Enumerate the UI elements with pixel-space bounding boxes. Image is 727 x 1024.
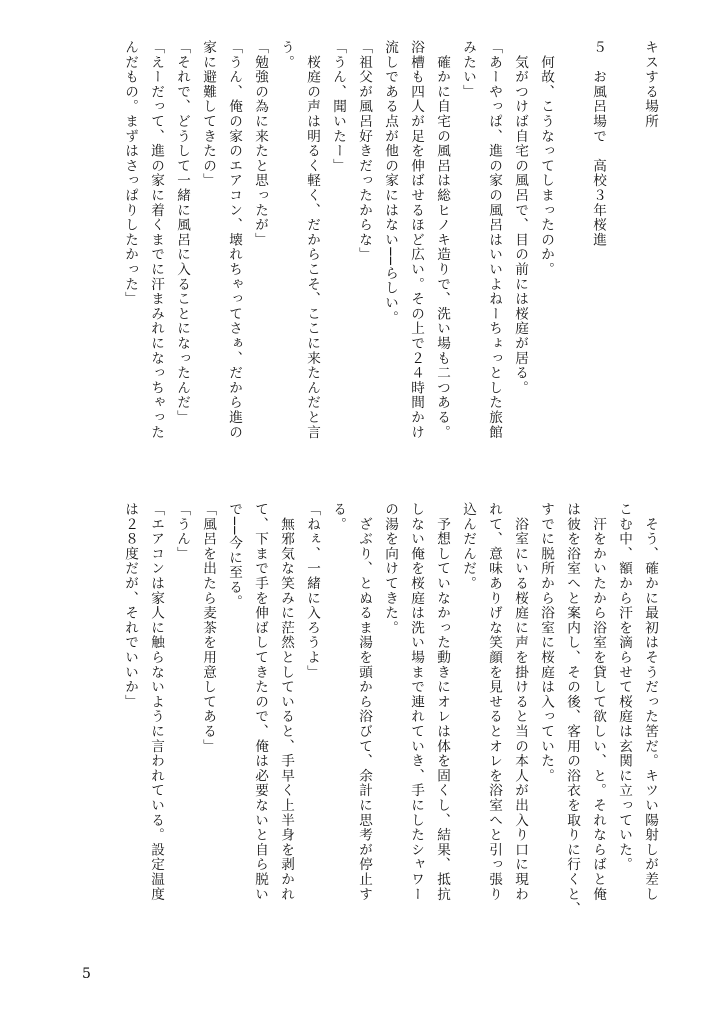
lower-line: れて、意味ありげな笑顔を見せるとオレを浴室へと引っ張り bbox=[486, 502, 502, 902]
lower-line: 込んだんだ。 bbox=[460, 502, 476, 591]
lower-line: 汗をかいたから浴室を貸して欲しい、と。それならばと俺 bbox=[590, 502, 606, 902]
upper-line: 「それで、どうして一緒に風呂に入ることになったんだ」 bbox=[174, 40, 190, 425]
upper-line: キスする場所 bbox=[642, 40, 658, 129]
upper-line bbox=[611, 40, 637, 480]
lower-line: は彼を浴室へと案内し、その後、客用の浴衣を取りに行くと、 bbox=[564, 502, 580, 917]
upper-line: 「勉強の為に来たと思ったが」 bbox=[252, 40, 268, 248]
upper-line: う。 bbox=[278, 40, 294, 70]
page-number: 5 bbox=[82, 966, 91, 982]
lower-line: ざぶり、とぬるま湯を頭から浴びて、余計に思考が停止す bbox=[356, 502, 372, 902]
upper-line: みたい」 bbox=[460, 40, 476, 100]
upper-line: 「えーだって、進の家に着くまでに汗まみれになっちゃった bbox=[148, 40, 164, 440]
lower-line: る。 bbox=[330, 502, 346, 532]
lower-line: すでに脱所から浴室に桜庭は入っていた。 bbox=[538, 502, 554, 784]
upper-line: んだもの。まずはさっぱりしたかった」 bbox=[122, 40, 138, 307]
lower-line: 「風呂を出たら麦茶を用意してある」 bbox=[200, 502, 216, 754]
upper-line: 桜庭の声は明るく軽く、だからこそ、ここに来たんだと言 bbox=[304, 40, 320, 440]
lower-line: そう、確かに最初はそうだった筈だ。キツい陽射しが差し bbox=[642, 502, 658, 902]
lower-text-block bbox=[117, 502, 663, 952]
upper-line: 気がつけば自宅の風呂で、目の前には桜庭が居る。 bbox=[512, 40, 528, 396]
upper-line: 浴槽も四人が足を伸ばせるほど広い。その上で２４時間かけ bbox=[408, 40, 424, 440]
upper-line: 「うん、俺の家のエアコン、壊れちゃってさぁ、だから進の bbox=[226, 40, 242, 440]
lower-line: で──今に至る。 bbox=[226, 502, 242, 610]
lower-line: 「うん」 bbox=[174, 502, 190, 562]
upper-line: ５ お風呂場で 高校３年桜進 bbox=[590, 40, 606, 248]
lower-line: こむ中、額から汗を滴らせて桜庭は玄関に立っていた。 bbox=[616, 502, 632, 872]
lower-line: 「ねぇ、一緒に入ろうよ」 bbox=[304, 502, 320, 680]
lower-line: 無邪気な笑みに茫然としていると、手早く上半身を剥かれ bbox=[278, 502, 294, 902]
upper-line: 「あーやっぱ、進の家の風呂はいいよねーちょっとした旅館 bbox=[486, 40, 502, 440]
upper-text-block bbox=[117, 40, 663, 480]
lower-line: て、下まで手を伸ばしてきたので、俺は必要ないと自ら脱い bbox=[252, 502, 268, 902]
upper-line: 「祖父が風呂好きだったからな」 bbox=[356, 40, 372, 262]
upper-line: 確かに自宅の風呂は総ヒノキ造りで、洗い場も二つある。 bbox=[434, 40, 450, 440]
lower-line: 「エアコンは家人に触らないように言われている。設定温度 bbox=[148, 502, 164, 902]
lower-line: 予想していなかった動きにオレは体を固くし、結果、抵抗 bbox=[434, 502, 450, 902]
upper-line: 家に避難してきたの」 bbox=[200, 40, 216, 188]
upper-line: 何故、こうなってしまったのか。 bbox=[538, 40, 554, 277]
upper-line bbox=[559, 40, 585, 480]
lower-line: は２８度だが、それでいいか」 bbox=[122, 502, 138, 710]
lower-line: しない俺を桜庭は洗い場まで連れていき、手にしたシャワー bbox=[408, 502, 424, 902]
upper-line: 流しである点が他の家にはない──らしい。 bbox=[382, 40, 398, 326]
lower-line: の湯を向けてきた。 bbox=[382, 502, 398, 636]
upper-line: 「うん、聞いたー」 bbox=[330, 40, 346, 174]
lower-line: 浴室にいる桜庭に声を掛けると当の本人が出入り口に現わ bbox=[512, 502, 528, 902]
